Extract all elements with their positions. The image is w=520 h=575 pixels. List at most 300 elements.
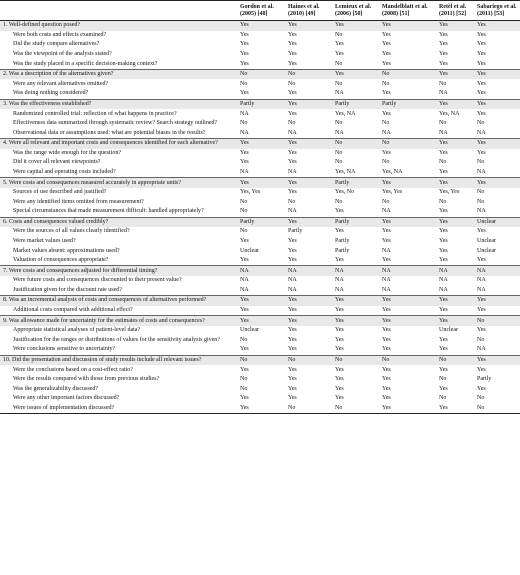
answer-cell: Yes — [240, 140, 249, 147]
answer-cell: Yes — [382, 51, 391, 58]
answer-cell: No — [335, 404, 343, 411]
answer-cell: Yes — [477, 71, 486, 78]
answer-cell: Yes — [288, 31, 297, 38]
answer-cell: NA — [288, 208, 297, 215]
answer-cell: NA — [382, 208, 391, 215]
answer-cell: Yes — [439, 297, 448, 304]
answer-cell: Partly — [288, 228, 303, 235]
question-cell: 4. Were all relevant and important costs and consequences identified for each alternative? — [3, 140, 218, 147]
answer-cell: NA — [288, 277, 297, 284]
answer-cell: NA — [288, 129, 297, 136]
answer-cell: Yes — [288, 140, 297, 147]
table-row — [0, 365, 520, 375]
answer-cell: Yes — [382, 307, 391, 314]
answer-cell: Yes — [439, 51, 448, 58]
question-cell: 8. Was an incremental analysis of costs and consequences of alternatives performed? — [3, 297, 207, 304]
answer-cell: Yes — [477, 149, 486, 156]
answer-cell: Yes — [240, 404, 249, 411]
question-cell: Justification given for the discount rate used? — [13, 286, 122, 293]
answer-cell: NA — [477, 129, 486, 136]
table-row — [0, 375, 520, 385]
answer-cell: No — [335, 159, 343, 166]
header-study-lemieux: Lemieux et al. (2006) [50] — [335, 4, 372, 17]
answer-cell: Yes — [240, 238, 249, 245]
answer-cell: Yes — [335, 327, 344, 334]
answer-cell: Unclear — [477, 218, 496, 225]
answer-cell: No — [477, 317, 485, 324]
answer-cell: Yes — [382, 228, 391, 235]
question-cell: 3. Was the effectiveness established? — [3, 100, 92, 107]
answer-cell: Yes — [382, 179, 391, 186]
table-row — [0, 384, 520, 394]
answer-cell: No — [335, 198, 343, 205]
answer-cell: No — [240, 120, 248, 127]
table-row-question-group — [0, 138, 520, 148]
answer-cell: Unclear — [477, 247, 496, 254]
header-study-haines: Haines et al. (2010) [49] — [288, 4, 320, 17]
header-row — [0, 1, 520, 21]
answer-cell: Yes — [382, 218, 391, 225]
question-cell: Were any other important factors discussed? — [13, 395, 120, 402]
answer-cell: Yes — [439, 317, 448, 324]
answer-cell: Yes — [288, 297, 297, 304]
answer-cell: Yes — [439, 100, 448, 107]
answer-cell: NA — [335, 286, 344, 293]
answer-cell: NA — [439, 267, 448, 274]
answer-cell: No — [439, 120, 447, 127]
question-cell: Were issues of implementation discussed? — [13, 404, 115, 411]
answer-cell: Yes — [439, 385, 448, 392]
table-row — [0, 286, 520, 296]
answer-cell: Yes — [439, 31, 448, 38]
answer-cell: NA — [439, 129, 448, 136]
question-cell: Was the generalizability discussed? — [13, 385, 98, 392]
answer-cell: Yes — [382, 404, 391, 411]
answer-cell: Yes — [477, 297, 486, 304]
answer-cell: Yes — [335, 385, 344, 392]
answer-cell: No — [240, 228, 248, 235]
answer-cell: No — [382, 120, 390, 127]
answer-cell: Partly — [335, 238, 350, 245]
answer-cell: Yes — [477, 257, 486, 264]
answer-cell: Yes — [382, 395, 391, 402]
table-row — [0, 149, 520, 159]
question-cell: Appropriate statistical analyses of patient-level data? — [13, 327, 141, 334]
answer-cell: Yes — [288, 376, 297, 383]
answer-cell: Yes — [288, 51, 297, 58]
answer-cell: No — [335, 140, 343, 147]
answer-cell: No — [477, 198, 485, 205]
answer-cell: Yes — [382, 31, 391, 38]
question-cell: 10. Did the presentation and discussion of study results include all relevant issues? — [3, 356, 202, 363]
question-cell: Randomized controlled trial: reflection of what happens in practice? — [13, 110, 177, 117]
answer-cell: Yes — [240, 395, 249, 402]
answer-cell: NA — [288, 267, 297, 274]
answer-cell: No — [240, 71, 248, 78]
answer-cell: Yes — [477, 31, 486, 38]
answer-cell: Yes — [439, 366, 448, 373]
answer-cell: No — [288, 120, 296, 127]
table-row — [0, 345, 520, 355]
answer-cell: Yes — [382, 41, 391, 48]
answer-cell: Yes — [288, 307, 297, 314]
table-row-question-group — [0, 296, 520, 306]
answer-cell: Yes — [382, 376, 391, 383]
table-row-question-group — [0, 69, 520, 79]
answer-cell: Yes, No — [335, 189, 355, 196]
answer-cell: No — [439, 356, 447, 363]
table-row — [0, 276, 520, 286]
answer-cell: Yes — [477, 110, 486, 117]
answer-cell: Yes — [288, 90, 297, 97]
answer-cell: No — [335, 80, 343, 87]
answer-cell: No — [382, 71, 390, 78]
answer-cell: Yes — [439, 346, 448, 353]
question-cell: Were market values used? — [13, 238, 76, 245]
answer-cell: Yes — [382, 90, 391, 97]
answer-cell: Yes — [477, 100, 486, 107]
answer-cell: NA — [240, 129, 249, 136]
table-row — [0, 50, 520, 60]
answer-cell: Yes — [439, 22, 448, 29]
answer-cell: Yes — [288, 22, 297, 29]
table-body — [0, 21, 520, 414]
question-cell: 5. Were costs and consequences measured accurately in appropriate units? — [3, 179, 182, 186]
answer-cell: No — [439, 80, 447, 87]
answer-cell: Yes — [240, 317, 249, 324]
table-row — [0, 59, 520, 69]
table-row — [0, 404, 520, 414]
header-study-sabariego: Sabariego et al. (2011) [53] — [477, 4, 517, 17]
answer-cell: No — [335, 356, 343, 363]
question-cell: Were both costs and effects examined? — [13, 31, 107, 38]
answer-cell: Yes — [288, 60, 297, 67]
answer-cell: Yes — [477, 22, 486, 29]
answer-cell: Yes — [439, 228, 448, 235]
header-study-retel: Retèl et al. (2011) [52] — [439, 4, 467, 17]
table-row-question-group — [0, 99, 520, 109]
answer-cell: No — [335, 60, 343, 67]
answer-cell: Yes — [240, 90, 249, 97]
answer-cell: Yes — [477, 51, 486, 58]
table-row — [0, 326, 520, 336]
answer-cell: Yes, NA — [439, 110, 460, 117]
answer-cell: Yes — [240, 41, 249, 48]
answer-cell: Yes — [240, 22, 249, 29]
answer-cell: Yes, NA — [382, 168, 403, 175]
table-row — [0, 237, 520, 247]
answer-cell: NA — [288, 168, 297, 175]
answer-cell: No — [240, 198, 248, 205]
answer-cell: NA — [382, 267, 391, 274]
question-cell: Were future costs and consequences discounted to their present value? — [13, 277, 182, 284]
table-row — [0, 197, 520, 207]
answer-cell: Yes, Yes — [240, 189, 261, 196]
table-row-question-group — [0, 316, 520, 326]
answer-cell: Yes — [288, 41, 297, 48]
question-cell: Did it cover all relevant viewpoints? — [13, 159, 101, 166]
answer-cell: Unclear — [477, 238, 496, 245]
answer-cell: Yes — [240, 257, 249, 264]
answer-cell: Yes — [335, 51, 344, 58]
question-cell: Justification for the ranges or distributions of values for the sensitivity analysis given? — [13, 336, 220, 343]
answer-cell: Yes — [288, 346, 297, 353]
answer-cell: Yes — [477, 140, 486, 147]
answer-cell: Yes — [240, 346, 249, 353]
answer-cell: Yes — [382, 366, 391, 373]
table-row-question-group — [0, 266, 520, 276]
answer-cell: Yes — [335, 41, 344, 48]
table-row — [0, 394, 520, 404]
answer-cell: Yes — [439, 307, 448, 314]
answer-cell: Partly — [240, 100, 255, 107]
answer-cell: NA — [335, 277, 344, 284]
answer-cell: NA — [477, 277, 486, 284]
answer-cell: Yes — [240, 149, 249, 156]
answer-cell: Partly — [382, 100, 397, 107]
answer-cell: Partly — [335, 247, 350, 254]
answer-cell: Yes — [382, 297, 391, 304]
answer-cell: Yes — [382, 238, 391, 245]
answer-cell: Yes — [439, 208, 448, 215]
answer-cell: No — [439, 376, 447, 383]
answer-cell: Yes — [288, 218, 297, 225]
answer-cell: Yes — [439, 71, 448, 78]
answer-cell: Yes — [439, 140, 448, 147]
answer-cell: NA — [439, 286, 448, 293]
answer-cell: Yes — [240, 159, 249, 166]
answer-cell: No — [240, 356, 248, 363]
answer-cell: Yes — [439, 247, 448, 254]
answer-cell: Yes — [439, 336, 448, 343]
question-cell: Sources of use described and justified? — [13, 189, 107, 196]
answer-cell: NA — [240, 286, 249, 293]
answer-cell: NA — [240, 110, 249, 117]
answer-cell: Unclear — [439, 327, 458, 334]
table-row-question-group — [0, 217, 520, 227]
answer-cell: Yes — [288, 238, 297, 245]
answer-cell: Yes — [335, 307, 344, 314]
answer-cell: No — [477, 336, 485, 343]
question-cell: Effectiveness data summarized through systematic review? Search strategy outlined? — [13, 120, 218, 127]
answer-cell: Yes — [335, 395, 344, 402]
question-cell: Valuation of consequences appropriate? — [13, 257, 109, 264]
answer-cell: Yes — [240, 297, 249, 304]
answer-cell: No — [477, 120, 485, 127]
answer-cell: Yes — [288, 327, 297, 334]
answer-cell: Yes — [335, 376, 344, 383]
answer-cell: NA — [335, 90, 344, 97]
answer-cell: NA — [240, 267, 249, 274]
answer-cell: NA — [477, 168, 486, 175]
question-cell: Were any relevant alternatives omitted? — [13, 80, 109, 87]
table-row — [0, 227, 520, 237]
answer-cell: No — [240, 385, 248, 392]
answer-cell: Unclear — [240, 327, 259, 334]
table-row-question-group — [0, 178, 520, 188]
answer-cell: Yes — [240, 31, 249, 38]
answer-cell: Yes — [335, 257, 344, 264]
question-cell: Additional costs compared with additional effect? — [13, 307, 133, 314]
answer-cell: Yes — [439, 179, 448, 186]
table-row — [0, 256, 520, 266]
question-cell: Was doing nothing considered? — [13, 90, 89, 97]
answer-cell: No — [477, 404, 485, 411]
answer-cell: Yes — [477, 41, 486, 48]
answer-cell: NA — [335, 129, 344, 136]
answer-cell: Yes — [477, 366, 486, 373]
answer-cell: Yes — [240, 307, 249, 314]
answer-cell: Partly — [335, 100, 350, 107]
answer-cell: No — [335, 149, 343, 156]
question-cell: Was the viewpoint of the analysis stated? — [13, 51, 112, 58]
answer-cell: No — [382, 80, 390, 87]
answer-cell: Yes — [382, 257, 391, 264]
question-cell: Were the results compared with those from previous studies? — [13, 376, 160, 383]
answer-cell: Yes — [439, 218, 448, 225]
answer-cell: Yes — [439, 60, 448, 67]
table-row — [0, 158, 520, 168]
answer-cell: No — [240, 376, 248, 383]
answer-cell: Yes — [382, 385, 391, 392]
answer-cell: Yes, NA — [335, 168, 356, 175]
answer-cell: Yes — [288, 257, 297, 264]
answer-cell: NA — [288, 286, 297, 293]
answer-cell: Yes — [439, 238, 448, 245]
table-row — [0, 89, 520, 99]
table-header — [0, 1, 520, 21]
answer-cell: NA — [240, 277, 249, 284]
answer-cell: Unclear — [240, 247, 259, 254]
answer-cell: Yes — [335, 317, 344, 324]
answer-cell: Yes — [240, 60, 249, 67]
answer-cell: NA — [477, 208, 486, 215]
answer-cell: No — [382, 159, 390, 166]
question-cell: Did the study compare alternatives? — [13, 41, 100, 48]
answer-cell: No — [288, 356, 296, 363]
answer-cell: Yes — [288, 336, 297, 343]
question-cell: 1. Well-defined question posed? — [3, 22, 81, 29]
answer-cell: Yes — [288, 317, 297, 324]
answer-cell: Yes — [288, 110, 297, 117]
answer-cell: Partly — [335, 179, 350, 186]
answer-cell: No — [439, 395, 447, 402]
answer-cell: No — [477, 189, 485, 196]
table-row — [0, 207, 520, 217]
header-study-gordon: Gordon et al. (2005) [48] — [240, 4, 274, 17]
answer-cell: Yes — [240, 51, 249, 58]
answer-cell: Yes — [477, 179, 486, 186]
question-cell: Market values absent: approximations used? — [13, 247, 120, 254]
answer-cell: Yes, Yes — [439, 189, 460, 196]
answer-cell: Yes — [335, 366, 344, 373]
table-row — [0, 188, 520, 198]
question-cell: Were the conclusions based on a cost-effect ratio? — [13, 366, 133, 373]
answer-cell: Yes — [382, 317, 391, 324]
answer-cell: Yes — [288, 366, 297, 373]
question-cell: Were conclusions sensitive to uncertainty? — [13, 346, 116, 353]
answer-cell: NA — [439, 90, 448, 97]
answer-cell: Yes — [382, 149, 391, 156]
table-row — [0, 109, 520, 119]
answer-cell: Yes — [288, 385, 297, 392]
answer-cell: Yes — [382, 60, 391, 67]
table-row — [0, 128, 520, 138]
answer-cell: NA — [439, 277, 448, 284]
question-cell: 6. Costs and consequences valued credibly? — [3, 218, 109, 225]
question-cell: 2. Was a description of the alternatives given? — [3, 71, 114, 78]
question-cell: Observational data or assumptions used: what are potential biases in the results? — [13, 129, 206, 136]
answer-cell: Yes — [477, 307, 486, 314]
answer-cell: Yes — [240, 366, 249, 373]
answer-cell: Yes — [477, 228, 486, 235]
question-cell: Special circumstances that made measurement difficult: handled appropriately? — [13, 208, 204, 215]
answer-cell: No — [382, 198, 390, 205]
answer-cell: Yes — [288, 395, 297, 402]
answer-cell: Yes — [382, 346, 391, 353]
table-row — [0, 168, 520, 178]
answer-cell: Yes — [335, 22, 344, 29]
answer-cell: No — [240, 80, 248, 87]
answer-cell: No — [477, 159, 485, 166]
answer-cell: No — [288, 71, 296, 78]
question-cell: Were the sources of all values clearly identified? — [13, 228, 130, 235]
answer-cell: Partly — [477, 376, 492, 383]
answer-cell: Yes, NA — [335, 110, 356, 117]
answer-cell: Yes, Yes — [382, 189, 403, 196]
answer-cell: NA — [382, 129, 391, 136]
answer-cell: Yes — [288, 159, 297, 166]
answer-cell: No — [439, 198, 447, 205]
answer-cell: Yes — [335, 208, 344, 215]
answer-cell: No — [439, 159, 447, 166]
question-cell: 7. Were costs and consequences adjusted for differential timing? — [3, 267, 158, 274]
question-cell: Were capital and operating costs included? — [13, 168, 116, 175]
table-row — [0, 31, 520, 41]
header-study-mandelblatt: Mandelblatt et al. (2008) [51] — [382, 4, 428, 17]
answer-cell: NA — [382, 247, 391, 254]
answer-cell: No — [288, 198, 296, 205]
answer-cell: Yes — [477, 80, 486, 87]
table-row — [0, 79, 520, 89]
answer-cell: Yes — [335, 346, 344, 353]
header-question — [0, 1, 237, 21]
table-row — [0, 119, 520, 129]
answer-cell: Yes — [477, 327, 486, 334]
question-cell: Was the study placed in a specific decision-making context? — [13, 60, 158, 67]
answer-cell: No — [240, 336, 248, 343]
question-cell: Was the range wide enough for the question? — [13, 149, 121, 156]
question-cell: Were any identified items omitted from measurement? — [13, 198, 144, 205]
table-row-question-group — [0, 21, 520, 31]
table-row-question-group — [0, 355, 520, 365]
answer-cell: NA — [335, 267, 344, 274]
table-row — [0, 40, 520, 50]
answer-cell: Yes — [288, 189, 297, 196]
answer-cell: Yes — [477, 385, 486, 392]
answer-cell: Yes — [288, 100, 297, 107]
answer-cell: Yes — [335, 71, 344, 78]
answer-cell: No — [288, 404, 296, 411]
answer-cell: No — [335, 120, 343, 127]
answer-cell: No — [240, 208, 248, 215]
answer-cell: NA — [477, 286, 486, 293]
answer-cell: Yes — [477, 356, 486, 363]
answer-cell: Yes — [439, 41, 448, 48]
answer-cell: No — [288, 80, 296, 87]
table-row — [0, 306, 520, 316]
answer-cell: Partly — [240, 218, 255, 225]
